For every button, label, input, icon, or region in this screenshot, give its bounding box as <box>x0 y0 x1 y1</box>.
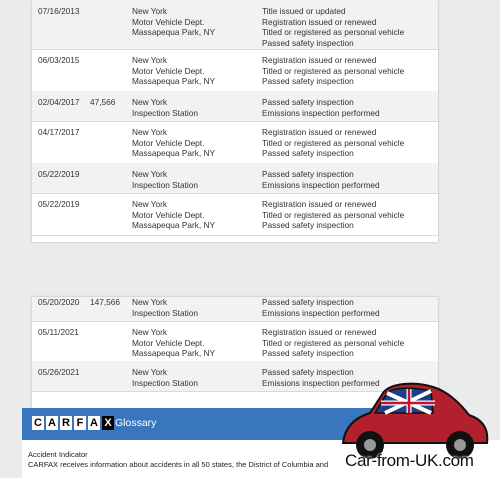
record-location: New York Motor Vehicle Dept. Massapequa Park, NY <box>132 199 216 231</box>
record-events: Title issued or updated Registration issued or renewed Titled or registered as personal vehicle Passed safety inspection <box>262 6 405 48</box>
record-events: Passed safety inspection Emissions inspection performed <box>262 169 380 190</box>
record-date: 05/22/2019 <box>38 199 80 209</box>
record-location: New York Motor Vehicle Dept. Massapequa Park, NY <box>132 6 216 38</box>
record-events: Registration issued or renewed Titled or registered as personal vehicle Passed safety inspection <box>262 199 405 231</box>
history-row <box>32 297 438 322</box>
record-events: Registration issued or renewed Titled or registered as personal vehicle Passed safety inspection <box>262 55 405 87</box>
record-location: New York Motor Vehicle Dept. Massapequa Park, NY <box>132 127 216 159</box>
history-row <box>32 91 438 122</box>
history-row <box>32 0 438 50</box>
record-events: Passed safety inspection Emissions inspection performed <box>262 367 380 388</box>
history-page-top <box>32 0 438 242</box>
history-row <box>32 321 438 362</box>
record-odometer: 47,566 <box>90 97 116 107</box>
history-row <box>32 121 438 164</box>
record-date: 07/16/2013 <box>38 6 80 16</box>
watermark-text: Car-from-UK.com <box>345 451 474 470</box>
record-events: Registration issued or renewed Titled or registered as personal vehicle Passed safety inspection <box>262 127 405 159</box>
history-row <box>32 163 438 194</box>
record-events: Passed safety inspection Emissions inspection performed <box>262 97 380 118</box>
glossary-title: Glossary <box>115 417 157 429</box>
glossary-term-heading: Accident Indicator <box>28 450 88 459</box>
record-date: 05/11/2021 <box>38 327 79 337</box>
record-location: New York Inspection Station <box>132 169 198 190</box>
record-location: New York Motor Vehicle Dept. Massapequa Park, NY <box>132 327 216 359</box>
record-date: 05/26/2021 <box>38 367 80 377</box>
record-location: New York Inspection Station <box>132 367 198 388</box>
record-odometer: 147,566 <box>90 297 120 307</box>
record-date: 02/04/2017 <box>38 97 80 107</box>
history-row <box>32 49 438 92</box>
record-date: 05/20/2020 <box>38 297 80 307</box>
record-events: Registration issued or renewed Titled or registered as personal vehicle Passed safety inspection <box>262 327 405 359</box>
record-location: New York Motor Vehicle Dept. Massapequa Park, NY <box>132 55 216 87</box>
record-date: 06/03/2015 <box>38 55 80 65</box>
record-location: New York Inspection Station <box>132 297 198 318</box>
glossary-term-text: CARFAX receives information about accidents in all 50 states, the District of Columbia and <box>28 460 329 469</box>
record-location: New York Inspection Station <box>132 97 198 118</box>
record-events: Passed safety inspection Emissions inspection performed <box>262 297 380 318</box>
history-row <box>32 193 438 236</box>
record-date: 04/17/2017 <box>38 127 80 137</box>
carfax-logo: C A R F A X <box>32 416 116 430</box>
record-date: 05/22/2019 <box>38 169 80 179</box>
